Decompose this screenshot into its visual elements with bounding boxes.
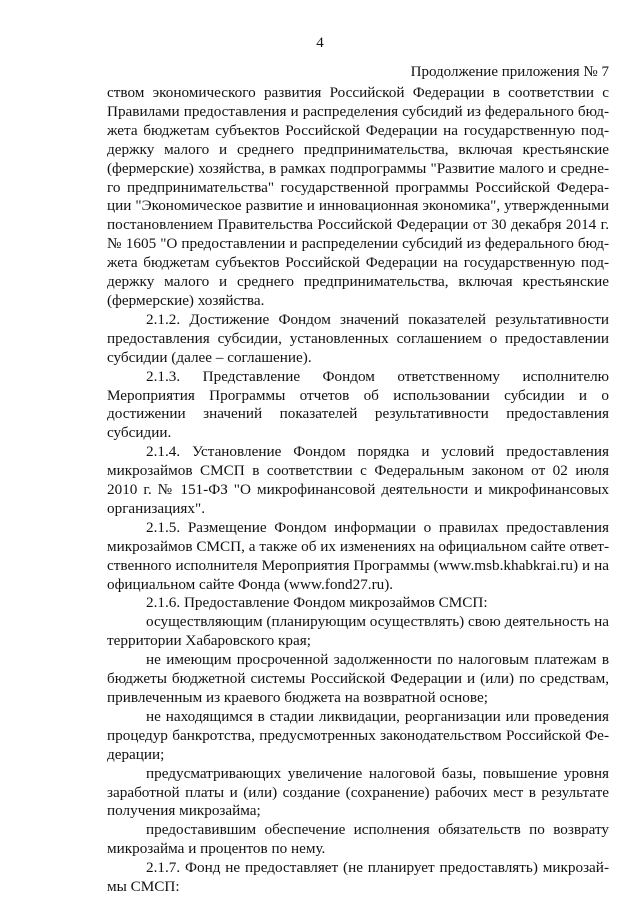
list-item-no-debt: не имеющим просроченной задолженности по налоговым платежам в бюджеты бюджетной системы Российской Федерации и (или) по средствам, привлеченным из краевого бюджета на возвратной основе; bbox=[107, 651, 609, 706]
list-item-no-liquidation: не находящимся в стадии ликвидации, реорганизации или проведения процедур банкротства, предусмотренных законодательством Российской Федерации; bbox=[107, 707, 609, 763]
page-number: 4 bbox=[316, 35, 324, 51]
document-body bbox=[107, 84, 609, 897]
paragraph-2-1-2: 2.1.2. Достижение Фондом значений показателей результативности предоставления субсидии, установленных соглашением о предоставлении субсидии (далее – соглашение). bbox=[107, 310, 609, 366]
list-item-collateral: предоставившим обеспечение исполнения обязательств по возврату микрозайма и процентов по нему. bbox=[107, 821, 609, 858]
paragraph-2-1-5: 2.1.5. Размещение Фондом информации о правилах предоставления микрозаймов СМСП, а также об их изменениях на официальном сайте ответственного исполнителя Мероприятия Программы (www.msb.khabkrai.ru) и на официальном сайте Фонда (www.fond27.ru). bbox=[107, 518, 609, 593]
list-item-territory: осуществляющим (планирующим осуществлять) свою деятельность на территории Хабаровского края; bbox=[107, 613, 609, 650]
paragraph-2-1-7: 2.1.7. Фонд не предоставляет (не планирует предоставлять) микрозаймы СМСП: bbox=[107, 859, 609, 896]
paragraph-2-1-6: 2.1.6. Предоставление Фондом микрозаймов СМСП: bbox=[146, 594, 488, 612]
paragraph-2-1-4: 2.1.4. Установление Фондом порядка и условий предоставления микрозаймов СМСП в соответствии с Федеральным законом от 02 июля 2010 г. № 151-ФЗ "О микрофинансовой деятельности и микрофинансовых организациях". bbox=[107, 443, 609, 517]
appendix-continuation-label: Продолжение приложения № 7 bbox=[410, 64, 609, 80]
list-item-tax-base: предусматривающих увеличение налоговой базы, повышение уровня заработной платы и (или) создание (сохранение) рабочих мест в результате получения микрозайма; bbox=[107, 764, 609, 820]
paragraph-continued-text: ством экономического развития Российской Федерации в соответствии с Правилами предоставления и распределения субсидий из федерального бюджета бюджетам субъектов Российской Федерации на государственную поддержку малого и среднего предпринимательства, включая крестьянские (фермерские) хозяйства, в рамках подпрограммы "Развитие малого и среднего предпринимательства" государственной программы Российской Федерации "Экономическое развитие и инновационная экономика", утвержденными постановлением Правительства Российской Федерации от 30 декабря 2014 г. № 1605 "О предоставлении и распределении субсидий из федерального бюджета бюджетам субъектов Российской Федерации на государственную поддержку малого и среднего предпринимательства, включая крестьянские (фермерские) хозяйства. bbox=[107, 84, 609, 309]
paragraph-2-1-3: 2.1.3. Представление Фондом ответственному исполнителю Мероприятия Программы отчетов об использовании субсидии и о достижении значений показателей результативности предоставления субсидии. bbox=[107, 367, 609, 442]
